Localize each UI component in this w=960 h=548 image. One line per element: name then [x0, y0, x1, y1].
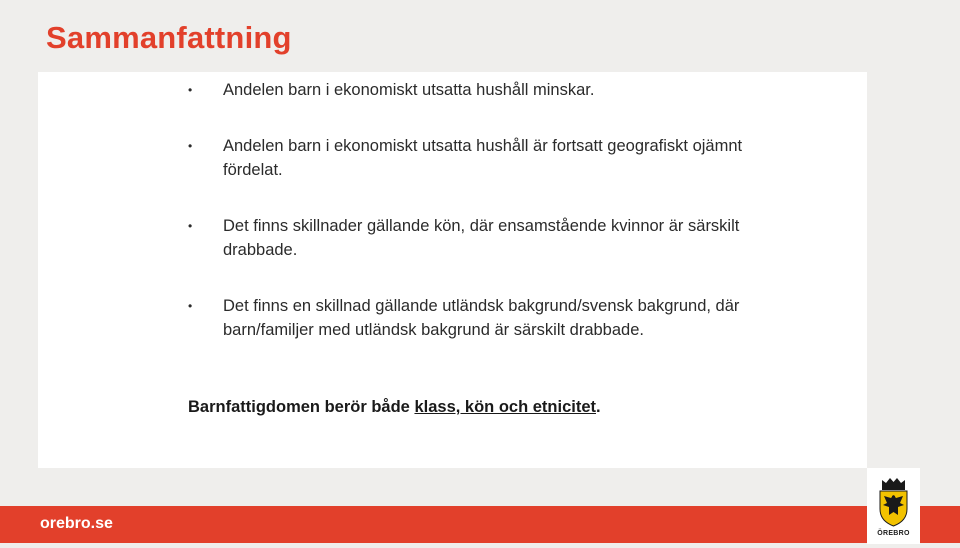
bullet-marker: •	[188, 83, 193, 97]
bullet-item	[188, 78, 768, 102]
conclusion-text	[188, 398, 601, 417]
bullet-text: Det finns skillnader gällande kön, där ensamstående kvinnor är särskilt drabbade.	[223, 217, 740, 259]
conclusion-prefix: Barnfattigdomen berör både	[188, 398, 415, 416]
bullet-item	[188, 214, 768, 262]
bullet-list	[188, 78, 768, 342]
conclusion-suffix: .	[596, 398, 601, 416]
conclusion-emphasis: klass, kön och etnicitet	[414, 398, 597, 416]
bullet-marker: •	[188, 219, 193, 233]
footer-bar	[0, 506, 960, 543]
slide-title: Sammanfattning	[46, 20, 292, 55]
bullet-item	[188, 134, 768, 182]
bullet-marker: •	[188, 139, 193, 153]
bullet-item	[188, 294, 768, 342]
bullet-marker: •	[188, 299, 193, 313]
content-panel	[38, 72, 867, 468]
bullet-text: Det finns en skillnad gällande utländsk bakgrund/svensk bakgrund, där barn/familjer med utländsk bakgrund är särskilt drabbade.	[223, 297, 740, 339]
logo-text: ÖREBRO	[877, 530, 910, 537]
orebro-logo	[867, 468, 920, 544]
bullet-text: Andelen barn i ekonomiskt utsatta hushåll är fortsatt geografiskt ojämnt fördelat.	[223, 137, 743, 179]
footer-website-link[interactable]: orebro.se	[40, 515, 113, 532]
bullet-text: Andelen barn i ekonomiskt utsatta hushåll minskar.	[223, 81, 595, 99]
orebro-coat-of-arms-icon	[876, 477, 911, 527]
